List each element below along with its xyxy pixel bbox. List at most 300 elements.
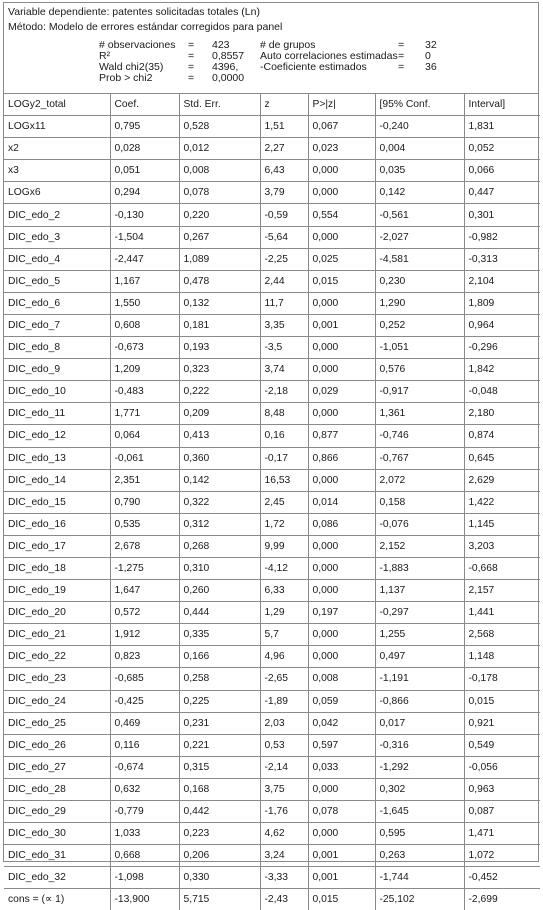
value-cell: -0,061	[110, 447, 179, 469]
value-cell: -4,12	[260, 557, 308, 579]
value-cell: 2,44	[260, 270, 308, 292]
stat-equals: =	[398, 61, 405, 73]
value-cell: -0,178	[464, 668, 540, 690]
value-cell: 1,912	[110, 624, 179, 646]
value-cell: 0,000	[308, 823, 375, 845]
table-row	[4, 867, 540, 889]
value-cell: 0,015	[308, 889, 375, 910]
value-cell: 0,015	[464, 690, 540, 712]
table-row	[4, 138, 540, 160]
variable-name-cell: DIC_edo_24	[4, 690, 110, 712]
table-row	[4, 580, 540, 602]
value-cell: 5,715	[179, 889, 260, 910]
variable-name-cell: DIC_edo_15	[4, 491, 110, 513]
value-cell: -0,866	[375, 690, 464, 712]
value-cell: 0,668	[110, 845, 179, 867]
value-cell: 1,51	[260, 116, 308, 138]
value-cell: -0,297	[375, 602, 464, 624]
value-cell: 0,790	[110, 491, 179, 513]
value-cell: 0,000	[308, 160, 375, 182]
value-cell: -0,685	[110, 668, 179, 690]
variable-name-cell: DIC_edo_10	[4, 381, 110, 403]
value-cell: -2,18	[260, 381, 308, 403]
stat-value: 423	[212, 39, 230, 51]
table-row	[4, 226, 540, 248]
stat-equals: =	[188, 39, 195, 51]
variable-name-cell: DIC_edo_11	[4, 403, 110, 425]
value-cell: -1,191	[375, 668, 464, 690]
value-cell: 0,632	[110, 778, 179, 800]
value-cell: 0,059	[308, 690, 375, 712]
column-header: Interval]	[464, 94, 540, 116]
value-cell: 0,528	[179, 116, 260, 138]
value-cell: -1,89	[260, 690, 308, 712]
value-cell: 0,535	[110, 513, 179, 535]
value-cell: 0,554	[308, 204, 375, 226]
value-cell: 0,310	[179, 557, 260, 579]
table-row	[4, 535, 540, 557]
value-cell: 0,206	[179, 845, 260, 867]
value-cell: 2,678	[110, 535, 179, 557]
variable-name-cell: DIC_edo_16	[4, 513, 110, 535]
value-cell: 1,771	[110, 403, 179, 425]
value-cell: -1,098	[110, 867, 179, 889]
value-cell: -0,767	[375, 447, 464, 469]
value-cell: 0,181	[179, 314, 260, 336]
variable-name-cell: x2	[4, 138, 110, 160]
value-cell: 1,033	[110, 823, 179, 845]
regression-output-panel	[3, 2, 539, 906]
value-cell: 0,230	[375, 270, 464, 292]
value-cell: 0,000	[308, 226, 375, 248]
value-cell: -2,027	[375, 226, 464, 248]
table-row	[4, 359, 540, 381]
value-cell: 0,116	[110, 734, 179, 756]
value-cell: 0,444	[179, 602, 260, 624]
stat-value: 36	[425, 61, 437, 73]
value-cell: -5,64	[260, 226, 308, 248]
table-row	[4, 491, 540, 513]
value-cell: -4,581	[375, 248, 464, 270]
table-row	[4, 823, 540, 845]
value-cell: 4,62	[260, 823, 308, 845]
value-cell: 0,608	[110, 314, 179, 336]
value-cell: 1,647	[110, 580, 179, 602]
variable-name-cell: DIC_edo_2	[4, 204, 110, 226]
value-cell: 9,99	[260, 535, 308, 557]
table-row	[4, 425, 540, 447]
value-cell: 0,142	[179, 469, 260, 491]
variable-name-cell: DIC_edo_12	[4, 425, 110, 447]
value-cell: 3,74	[260, 359, 308, 381]
value-cell: 6,33	[260, 580, 308, 602]
table-row	[4, 513, 540, 535]
value-cell: 0,576	[375, 359, 464, 381]
value-cell: 0,087	[464, 801, 540, 823]
value-cell: 2,351	[110, 469, 179, 491]
table-row	[4, 248, 540, 270]
value-cell: -2,699	[464, 889, 540, 910]
value-cell: -2,25	[260, 248, 308, 270]
value-cell: 0,497	[375, 646, 464, 668]
value-cell: 2,568	[464, 624, 540, 646]
value-cell: 1,148	[464, 646, 540, 668]
value-cell: -2,447	[110, 248, 179, 270]
value-cell: 0,53	[260, 734, 308, 756]
value-cell: 0,000	[308, 646, 375, 668]
value-cell: 0,335	[179, 624, 260, 646]
value-cell: -25,102	[375, 889, 464, 910]
table-row	[4, 734, 540, 756]
value-cell: -0,561	[375, 204, 464, 226]
value-cell: 2,104	[464, 270, 540, 292]
value-cell: 0,025	[308, 248, 375, 270]
value-cell: 0,16	[260, 425, 308, 447]
table-row	[4, 690, 540, 712]
value-cell: 1,471	[464, 823, 540, 845]
table-row	[4, 557, 540, 579]
stat-value: 0,8557	[212, 50, 245, 62]
value-cell: 0,000	[308, 469, 375, 491]
value-cell: 0,001	[308, 867, 375, 889]
value-cell: 0,263	[375, 845, 464, 867]
value-cell: 0,012	[179, 138, 260, 160]
value-cell: -0,056	[464, 756, 540, 778]
value-cell: 1,361	[375, 403, 464, 425]
value-cell: -1,883	[375, 557, 464, 579]
value-cell: -0,17	[260, 447, 308, 469]
value-cell: 1,809	[464, 292, 540, 314]
stat-value: 0	[425, 50, 431, 62]
value-cell: 0,086	[308, 513, 375, 535]
value-cell: -0,240	[375, 116, 464, 138]
value-cell: 8,48	[260, 403, 308, 425]
value-cell: -1,504	[110, 226, 179, 248]
value-cell: 0,222	[179, 381, 260, 403]
value-cell: 0,301	[464, 204, 540, 226]
value-cell: 0,268	[179, 535, 260, 557]
variable-name-cell: DIC_edo_9	[4, 359, 110, 381]
table-row	[4, 182, 540, 204]
value-cell: 0,597	[308, 734, 375, 756]
value-cell: 0,964	[464, 314, 540, 336]
value-cell: 0,478	[179, 270, 260, 292]
model-header	[4, 3, 538, 94]
table-row	[4, 889, 540, 910]
variable-name-cell: DIC_edo_31	[4, 845, 110, 867]
column-header: Std. Err.	[179, 94, 260, 116]
value-cell: 0,447	[464, 182, 540, 204]
value-cell: 0,197	[308, 602, 375, 624]
value-cell: 0,874	[464, 425, 540, 447]
value-cell: 0,051	[110, 160, 179, 182]
value-cell: 1,072	[464, 845, 540, 867]
value-cell: 0,963	[464, 778, 540, 800]
value-cell: 0,360	[179, 447, 260, 469]
value-cell: 1,255	[375, 624, 464, 646]
value-cell: 0,223	[179, 823, 260, 845]
value-cell: 1,441	[464, 602, 540, 624]
value-cell: -0,452	[464, 867, 540, 889]
table-row	[4, 381, 540, 403]
dependent-variable-title: Variable dependiente: patentes solicitadas totales (Ln)	[8, 6, 260, 18]
value-cell: -1,275	[110, 557, 179, 579]
value-cell: 3,203	[464, 535, 540, 557]
value-cell: 0,132	[179, 292, 260, 314]
value-cell: -0,076	[375, 513, 464, 535]
value-cell: -0,673	[110, 337, 179, 359]
stat-label: Wald chi2(35)	[99, 61, 164, 73]
value-cell: -0,746	[375, 425, 464, 447]
value-cell: -0,425	[110, 690, 179, 712]
value-cell: 1,72	[260, 513, 308, 535]
variable-name-cell: DIC_edo_29	[4, 801, 110, 823]
column-header: LOGy2_total	[4, 94, 110, 116]
value-cell: 2,180	[464, 403, 540, 425]
value-cell: -1,76	[260, 801, 308, 823]
table-row	[4, 270, 540, 292]
value-cell: 1,29	[260, 602, 308, 624]
table-row	[4, 204, 540, 226]
value-cell: 0,413	[179, 425, 260, 447]
value-cell: -0,674	[110, 756, 179, 778]
stat-label: R²	[99, 50, 111, 62]
variable-name-cell: DIC_edo_14	[4, 469, 110, 491]
variable-name-cell: DIC_edo_25	[4, 712, 110, 734]
value-cell: 3,79	[260, 182, 308, 204]
table-row	[4, 668, 540, 690]
variable-name-cell: DIC_edo_23	[4, 668, 110, 690]
variable-name-cell: DIC_edo_21	[4, 624, 110, 646]
value-cell: 0,078	[308, 801, 375, 823]
variable-name-cell: DIC_edo_17	[4, 535, 110, 557]
value-cell: 0,572	[110, 602, 179, 624]
variable-name-cell: DIC_edo_4	[4, 248, 110, 270]
value-cell: 0,166	[179, 646, 260, 668]
value-cell: 0,000	[308, 182, 375, 204]
value-cell: 3,75	[260, 778, 308, 800]
table-row	[4, 845, 540, 867]
table-row	[4, 646, 540, 668]
table-row	[4, 602, 540, 624]
value-cell: 0,035	[375, 160, 464, 182]
value-cell: 0,921	[464, 712, 540, 734]
variable-name-cell: DIC_edo_3	[4, 226, 110, 248]
value-cell: 0,023	[308, 138, 375, 160]
value-cell: 0,008	[179, 160, 260, 182]
column-header: P>|z|	[308, 94, 375, 116]
coefficient-rows	[4, 116, 540, 910]
stat-equals: =	[188, 72, 195, 84]
variable-name-cell: DIC_edo_30	[4, 823, 110, 845]
variable-name-cell: LOGx11	[4, 116, 110, 138]
table-row	[4, 292, 540, 314]
value-cell: -0,982	[464, 226, 540, 248]
variable-name-cell: DIC_edo_13	[4, 447, 110, 469]
value-cell: 0,315	[179, 756, 260, 778]
value-cell: 2,45	[260, 491, 308, 513]
value-cell: -1,292	[375, 756, 464, 778]
stat-label: Prob > chi2	[99, 72, 153, 84]
value-cell: 0,595	[375, 823, 464, 845]
value-cell: 0,017	[375, 712, 464, 734]
value-cell: 0,158	[375, 491, 464, 513]
value-cell: 1,167	[110, 270, 179, 292]
stat-value: 32	[425, 39, 437, 51]
stat-label: # observaciones	[99, 39, 176, 51]
value-cell: 2,629	[464, 469, 540, 491]
table-row	[4, 712, 540, 734]
value-cell: 6,43	[260, 160, 308, 182]
value-cell: -0,313	[464, 248, 540, 270]
variable-name-cell: DIC_edo_27	[4, 756, 110, 778]
value-cell: 0,001	[308, 845, 375, 867]
value-cell: -2,65	[260, 668, 308, 690]
table-row	[4, 314, 540, 336]
value-cell: -13,900	[110, 889, 179, 910]
value-cell: 0,000	[308, 535, 375, 557]
value-cell: 0,330	[179, 867, 260, 889]
variable-name-cell: DIC_edo_28	[4, 778, 110, 800]
variable-name-cell: cons = (∝ 1)	[4, 889, 110, 910]
value-cell: 0,000	[308, 337, 375, 359]
value-cell: 2,27	[260, 138, 308, 160]
value-cell: 1,831	[464, 116, 540, 138]
table-row	[4, 801, 540, 823]
value-cell: -2,43	[260, 889, 308, 910]
variable-name-cell: DIC_edo_26	[4, 734, 110, 756]
variable-name-cell: DIC_edo_18	[4, 557, 110, 579]
variable-name-cell: DIC_edo_22	[4, 646, 110, 668]
column-header: [95% Conf.	[375, 94, 464, 116]
value-cell: 2,072	[375, 469, 464, 491]
variable-name-cell: DIC_edo_19	[4, 580, 110, 602]
value-cell: 0,029	[308, 381, 375, 403]
value-cell: 0,252	[375, 314, 464, 336]
value-cell: 0,823	[110, 646, 179, 668]
value-cell: 11,7	[260, 292, 308, 314]
value-cell: 0,323	[179, 359, 260, 381]
value-cell: 0,000	[308, 359, 375, 381]
variable-name-cell: DIC_edo_7	[4, 314, 110, 336]
value-cell: -0,048	[464, 381, 540, 403]
value-cell: 1,422	[464, 491, 540, 513]
value-cell: 0,066	[464, 160, 540, 182]
value-cell: 0,000	[308, 292, 375, 314]
value-cell: 3,35	[260, 314, 308, 336]
value-cell: -3,33	[260, 867, 308, 889]
stat-label: # de grupos	[260, 39, 316, 51]
value-cell: 16,53	[260, 469, 308, 491]
value-cell: 0,795	[110, 116, 179, 138]
stat-value: 4396,	[212, 61, 239, 73]
value-cell: 0,042	[308, 712, 375, 734]
column-header: z	[260, 94, 308, 116]
value-cell: -0,130	[110, 204, 179, 226]
stat-equals: =	[398, 50, 405, 62]
value-cell: -0,483	[110, 381, 179, 403]
value-cell: 0,294	[110, 182, 179, 204]
value-cell: 0,877	[308, 425, 375, 447]
value-cell: 0,078	[179, 182, 260, 204]
value-cell: -0,917	[375, 381, 464, 403]
value-cell: 0,549	[464, 734, 540, 756]
variable-name-cell: DIC_edo_5	[4, 270, 110, 292]
value-cell: -0,296	[464, 337, 540, 359]
value-cell: -1,051	[375, 337, 464, 359]
variable-name-cell: DIC_edo_6	[4, 292, 110, 314]
variable-name-cell: x3	[4, 160, 110, 182]
column-header: Coef.	[110, 94, 179, 116]
value-cell: 0,866	[308, 447, 375, 469]
value-cell: -2,14	[260, 756, 308, 778]
value-cell: 0,260	[179, 580, 260, 602]
table-row	[4, 447, 540, 469]
stat-equals: =	[398, 39, 405, 51]
table-row	[4, 116, 540, 138]
value-cell: 4,96	[260, 646, 308, 668]
value-cell: 2,157	[464, 580, 540, 602]
table-row	[4, 778, 540, 800]
variable-name-cell: LOGx6	[4, 182, 110, 204]
value-cell: 0,014	[308, 491, 375, 513]
variable-name-cell: DIC_edo_8	[4, 337, 110, 359]
value-cell: -0,316	[375, 734, 464, 756]
table-row	[4, 624, 540, 646]
value-cell: 0,000	[308, 557, 375, 579]
method-subtitle: Método: Modelo de errores estándar corregidos para panel	[8, 21, 283, 33]
value-cell: 0,209	[179, 403, 260, 425]
stat-value: 0,0000	[212, 72, 245, 84]
value-cell: -0,779	[110, 801, 179, 823]
stat-label: Auto correlaciones estimadas	[260, 50, 398, 62]
value-cell: 0,231	[179, 712, 260, 734]
value-cell: 0,033	[308, 756, 375, 778]
table-row	[4, 160, 540, 182]
stat-equals: =	[188, 61, 195, 73]
value-cell: 0,442	[179, 801, 260, 823]
value-cell: 1,089	[179, 248, 260, 270]
table-row	[4, 469, 540, 491]
value-cell: 0,469	[110, 712, 179, 734]
value-cell: 2,152	[375, 535, 464, 557]
value-cell: 0,000	[308, 580, 375, 602]
table-row	[4, 337, 540, 359]
value-cell: 0,000	[308, 778, 375, 800]
value-cell: 0,193	[179, 337, 260, 359]
value-cell: 0,067	[308, 116, 375, 138]
value-cell: 0,008	[308, 668, 375, 690]
value-cell: 0,221	[179, 734, 260, 756]
stat-label: -Coeficiente estimados	[260, 61, 367, 73]
value-cell: 0,225	[179, 690, 260, 712]
value-cell: 0,142	[375, 182, 464, 204]
table-row	[4, 403, 540, 425]
value-cell: 1,842	[464, 359, 540, 381]
value-cell: 0,645	[464, 447, 540, 469]
value-cell: -1,645	[375, 801, 464, 823]
value-cell: 0,015	[308, 270, 375, 292]
value-cell: 3,24	[260, 845, 308, 867]
value-cell: 0,312	[179, 513, 260, 535]
value-cell: 1,290	[375, 292, 464, 314]
value-cell: 0,267	[179, 226, 260, 248]
value-cell: 0,004	[375, 138, 464, 160]
variable-name-cell: DIC_edo_20	[4, 602, 110, 624]
value-cell: 0,028	[110, 138, 179, 160]
value-cell: -3,5	[260, 337, 308, 359]
value-cell: 0,258	[179, 668, 260, 690]
